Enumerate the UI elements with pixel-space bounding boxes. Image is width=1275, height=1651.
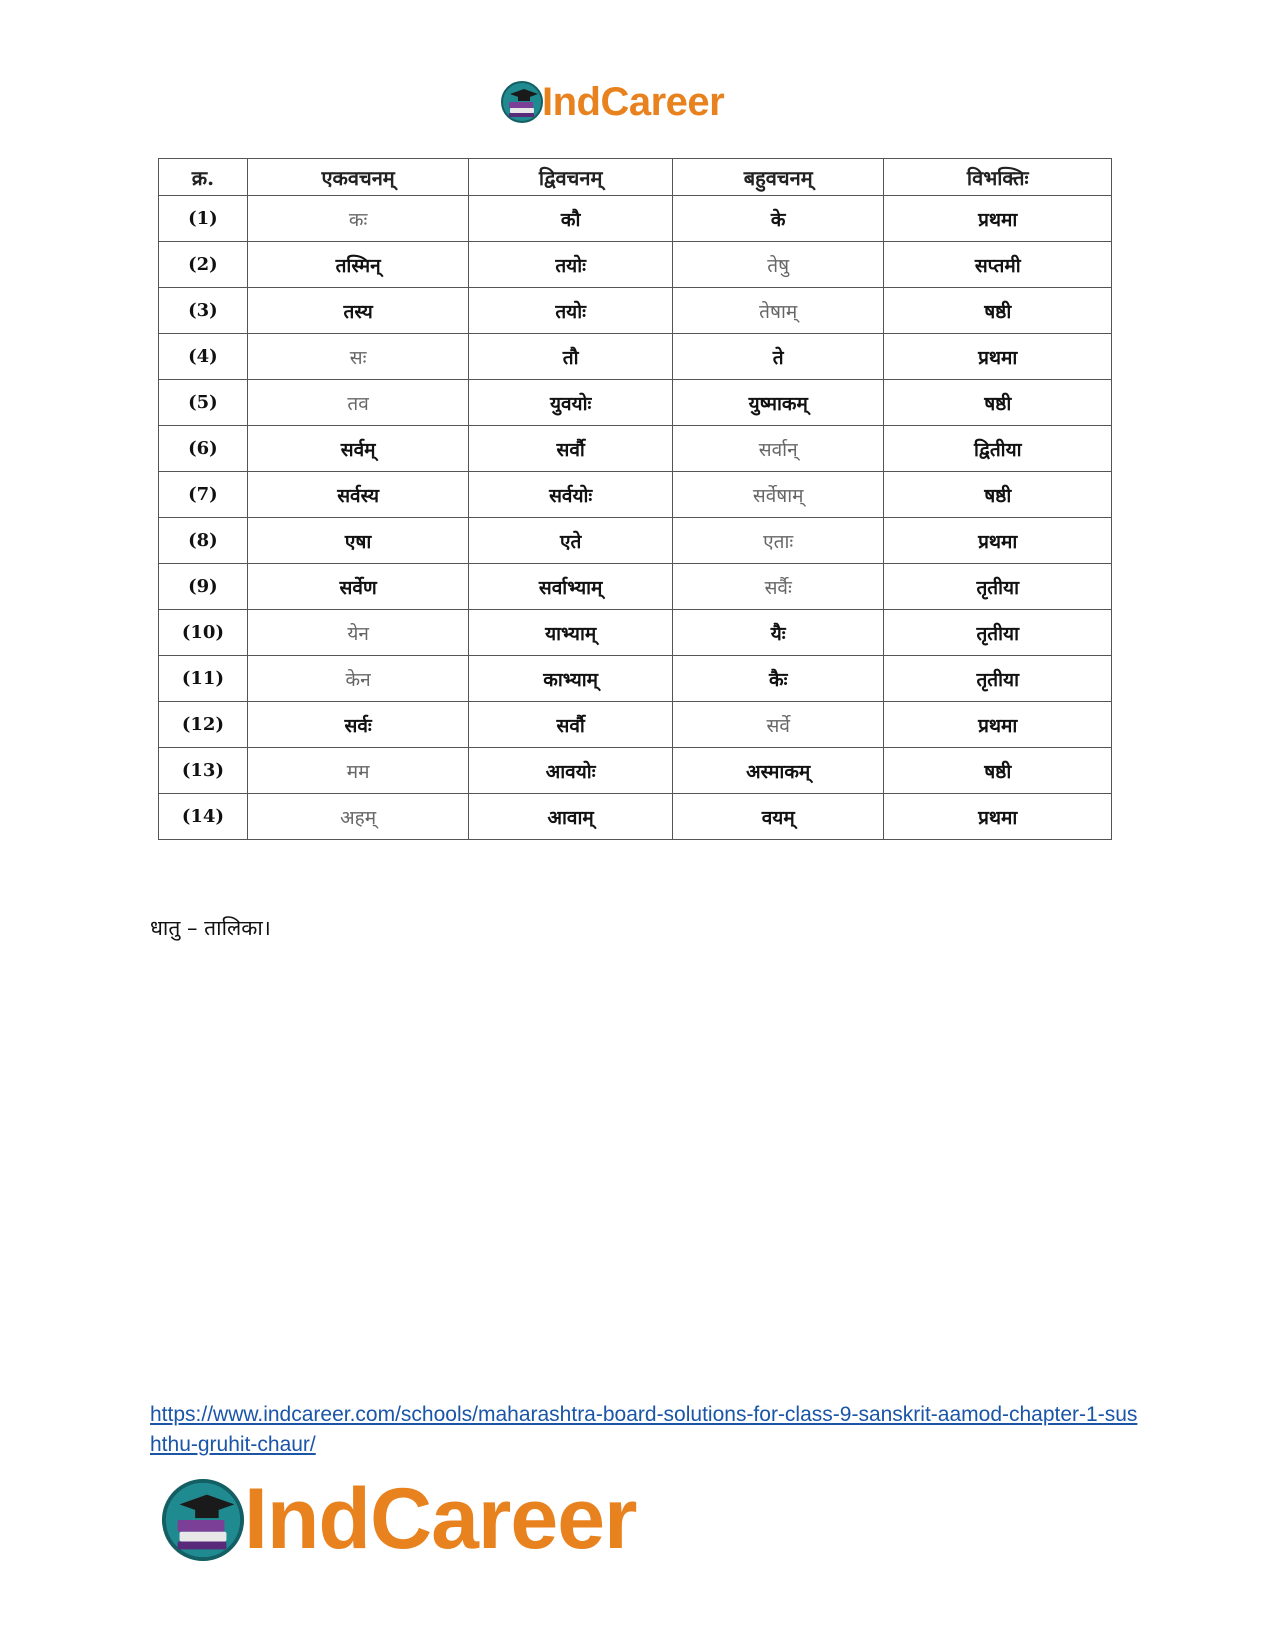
cell-serial: (12) xyxy=(159,702,248,748)
cell-dual: एते xyxy=(469,518,673,564)
cell-serial: (10) xyxy=(159,610,248,656)
table-row xyxy=(159,794,1112,840)
cell-singular: तव xyxy=(247,380,469,426)
table-body xyxy=(159,196,1112,840)
cell-serial: (13) xyxy=(159,748,248,794)
header-dual: द्विवचनम् xyxy=(469,159,673,196)
header-singular: एकवचनम् xyxy=(247,159,469,196)
header-logo xyxy=(500,78,724,126)
source-link[interactable]: https://www.indcareer.com/schools/maharashtra-board-solutions-for-class-9-sanskrit-aamod-chapter-1-sushthu-gruhit-chaur/ xyxy=(150,1403,1138,1456)
cell-singular: कः xyxy=(247,196,469,242)
cell-dual: याभ्याम् xyxy=(469,610,673,656)
section-caption: धातु – तालिका। xyxy=(150,916,271,940)
table-header-row xyxy=(159,159,1112,196)
table-row xyxy=(159,196,1112,242)
cell-dual: सर्वाभ्याम् xyxy=(469,564,673,610)
cell-dual: सर्वौ xyxy=(469,702,673,748)
table-row xyxy=(159,564,1112,610)
cell-singular: एषा xyxy=(247,518,469,564)
cell-plural: सर्वैः xyxy=(672,564,884,610)
cell-dual: तयोः xyxy=(469,288,673,334)
cell-case: प्रथमा xyxy=(884,334,1112,380)
cell-dual: युवयोः xyxy=(469,380,673,426)
cell-plural: सर्वेषाम् xyxy=(672,472,884,518)
cell-dual: कौ xyxy=(469,196,673,242)
logo-text: IndCareer xyxy=(244,1471,637,1567)
cell-serial: (6) xyxy=(159,426,248,472)
cell-plural: अस्माकम् xyxy=(672,748,884,794)
cell-case: प्रथमा xyxy=(884,518,1112,564)
cell-singular: सर्वः xyxy=(247,702,469,748)
table-row xyxy=(159,472,1112,518)
cell-case: षष्ठी xyxy=(884,472,1112,518)
cell-plural: युष्माकम् xyxy=(672,380,884,426)
cell-serial: (4) xyxy=(159,334,248,380)
header-serial: क्र. xyxy=(159,159,248,196)
cell-plural: ते xyxy=(672,334,884,380)
table-row xyxy=(159,610,1112,656)
cell-case: तृतीया xyxy=(884,564,1112,610)
table-row xyxy=(159,380,1112,426)
cell-dual: आवाम् xyxy=(469,794,673,840)
cell-serial: (5) xyxy=(159,380,248,426)
declension-table-container xyxy=(158,158,1112,840)
cell-singular: मम xyxy=(247,748,469,794)
graduation-book-globe-icon xyxy=(500,80,544,124)
cell-singular: तस्य xyxy=(247,288,469,334)
table-row xyxy=(159,242,1112,288)
table-row xyxy=(159,656,1112,702)
logo-text: IndCareer xyxy=(542,79,725,124)
footer-logo xyxy=(160,1470,637,1569)
cell-plural: के xyxy=(672,196,884,242)
table-row xyxy=(159,426,1112,472)
cell-case: प्रथमा xyxy=(884,794,1112,840)
cell-dual: सर्वौ xyxy=(469,426,673,472)
cell-case: तृतीया xyxy=(884,610,1112,656)
cell-dual: तयोः xyxy=(469,242,673,288)
table-row xyxy=(159,288,1112,334)
cell-serial: (8) xyxy=(159,518,248,564)
cell-serial: (1) xyxy=(159,196,248,242)
cell-serial: (7) xyxy=(159,472,248,518)
cell-singular: सः xyxy=(247,334,469,380)
cell-serial: (14) xyxy=(159,794,248,840)
graduation-book-globe-icon xyxy=(160,1477,246,1563)
cell-case: षष्ठी xyxy=(884,748,1112,794)
cell-plural: यैः xyxy=(672,610,884,656)
cell-plural: सर्वान् xyxy=(672,426,884,472)
cell-singular: सर्वस्य xyxy=(247,472,469,518)
cell-dual: आवयोः xyxy=(469,748,673,794)
cell-plural: एताः xyxy=(672,518,884,564)
cell-serial: (9) xyxy=(159,564,248,610)
cell-case: तृतीया xyxy=(884,656,1112,702)
header-plural: बहुवचनम् xyxy=(672,159,884,196)
cell-singular: केन xyxy=(247,656,469,702)
cell-case: षष्ठी xyxy=(884,380,1112,426)
header-case: विभक्तिः xyxy=(884,159,1112,196)
cell-plural: तेषाम् xyxy=(672,288,884,334)
cell-case: प्रथमा xyxy=(884,196,1112,242)
cell-serial: (2) xyxy=(159,242,248,288)
cell-serial: (3) xyxy=(159,288,248,334)
declension-table xyxy=(158,158,1112,840)
table-row xyxy=(159,518,1112,564)
table-row xyxy=(159,702,1112,748)
cell-plural: वयम् xyxy=(672,794,884,840)
cell-singular: अहम् xyxy=(247,794,469,840)
cell-singular: सर्वम् xyxy=(247,426,469,472)
cell-plural: सर्वे xyxy=(672,702,884,748)
cell-singular: सर्वेण xyxy=(247,564,469,610)
table-row xyxy=(159,334,1112,380)
cell-case: सप्तमी xyxy=(884,242,1112,288)
cell-case: द्वितीया xyxy=(884,426,1112,472)
cell-serial: (11) xyxy=(159,656,248,702)
cell-dual: सर्वयोः xyxy=(469,472,673,518)
cell-dual: काभ्याम् xyxy=(469,656,673,702)
cell-singular: तस्मिन् xyxy=(247,242,469,288)
table-row xyxy=(159,748,1112,794)
cell-plural: कैः xyxy=(672,656,884,702)
cell-plural: तेषु xyxy=(672,242,884,288)
cell-dual: तौ xyxy=(469,334,673,380)
cell-case: प्रथमा xyxy=(884,702,1112,748)
cell-case: षष्ठी xyxy=(884,288,1112,334)
cell-singular: येन xyxy=(247,610,469,656)
